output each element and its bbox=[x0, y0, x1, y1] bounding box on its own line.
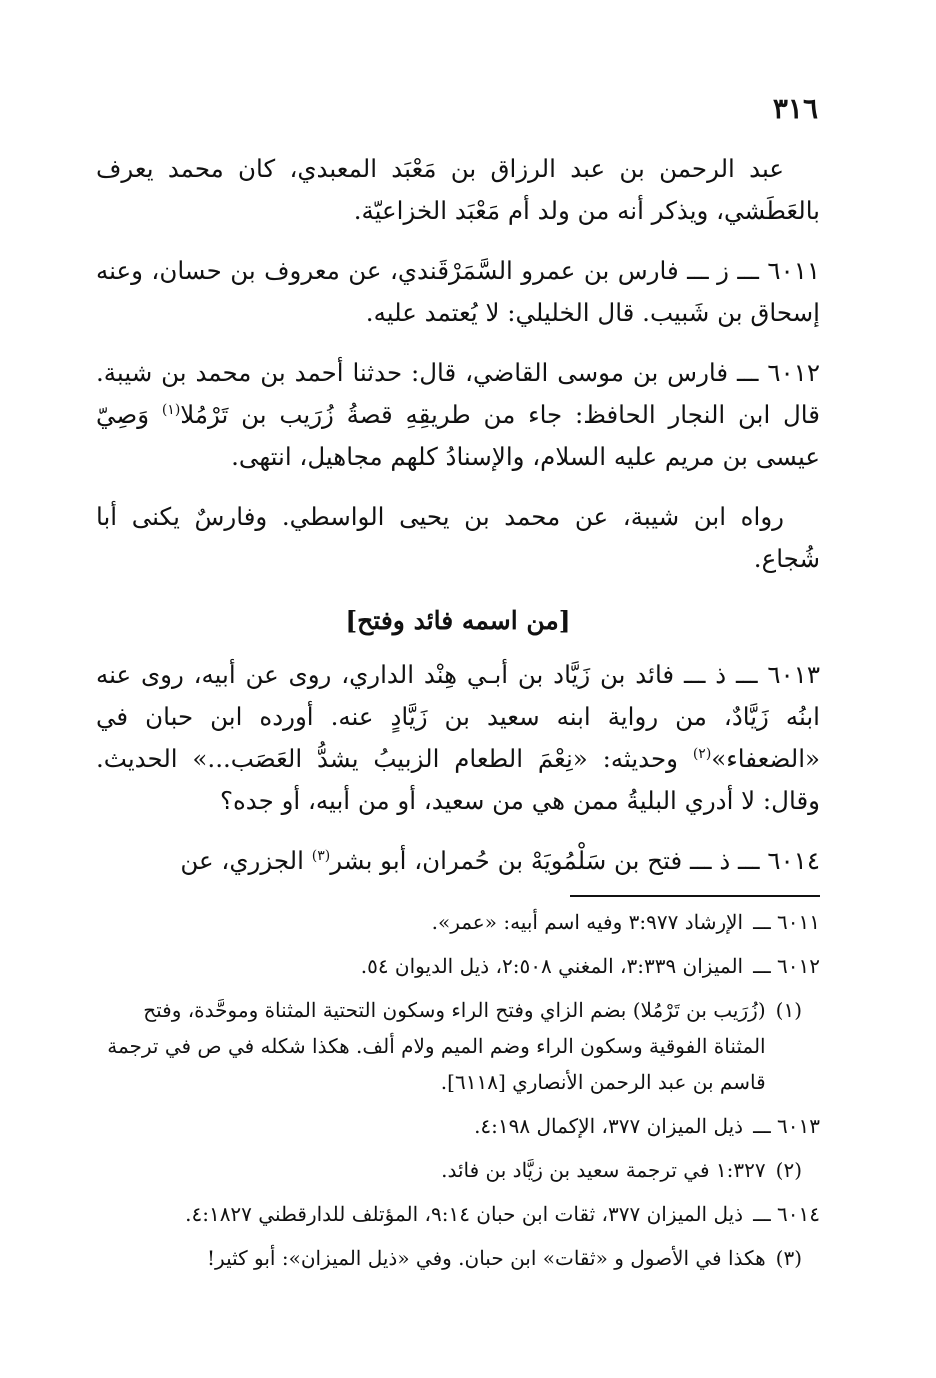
entry-text: فارس بن موسى القاضي، قال: حدثنا أحمد بن محمد بن شيبة. قال ابن النجار الحافظ: جاء من طريقِهِ قصةُ زُرَيب بن تَرْمُلا bbox=[96, 358, 820, 429]
entry-text-cont: وحديثه: «نِعْمَ الطعام الزبيبُ يشدُّ العَصَب...» الحديث. وقال: لا أدري البليةُ ممن هي من سعيد، أو من أبيه، أو جده؟ bbox=[96, 744, 820, 815]
entry-number: ٦٠١٢ ـــ bbox=[736, 358, 820, 387]
note-text: الإرشاد ٣:٩٧٧ وفيه اسم أبيه: «عمر». bbox=[431, 910, 744, 934]
entry-text: فائد بن زَيَّاد بن أبـي هِنْد الداري، روى عن أبيه، روى عنه ابنُه زَيَّادٌ، من رواية ابنه سعيد بن زَيَّادٍ عنه. أورده ابن حبان في «الضعفاء» bbox=[96, 660, 820, 773]
note-tag: ٦٠١٣ ـــ bbox=[753, 1114, 820, 1138]
entry-text: فتح بن سَلْمُويَهْ بن حُمران، أبو بشر bbox=[330, 846, 683, 875]
entry-number: ٦٠١٤ ـــ ذ ـــ bbox=[690, 846, 820, 875]
source-note bbox=[96, 1108, 820, 1144]
paragraph-text: عبد الرحمن بن عبد الرزاق بن مَعْبَد المعبدي، كان محمد يعرف بالعَطَشي، ويذكر أنه من ولد أم مَعْبَد الخزاعيّة. bbox=[96, 154, 820, 225]
note-text: ذيل الميزان ٣٧٧، الإكمال ٤:١٩٨. bbox=[474, 1114, 744, 1138]
note-text: ١:٣٢٧ في ترجمة سعيد بن زيَّاد بن فائد. bbox=[441, 1158, 766, 1182]
footnote-ref: (١) bbox=[161, 401, 181, 418]
footnote bbox=[96, 992, 820, 1100]
note-tag: (٢) bbox=[775, 1158, 802, 1182]
footnote bbox=[96, 1152, 820, 1188]
entry-number: ٦٠١٣ ـــ ذ ـــ bbox=[683, 660, 820, 689]
footnote-ref: (٢) bbox=[692, 745, 712, 762]
entry-text: فارس بن عمرو السَّمَرْقَندي، عن معروف بن حسان، وعنه إسحاق بن شَبيب. قال الخليلي: لا يُعتمد عليه. bbox=[96, 256, 820, 327]
entry-6014 bbox=[96, 840, 820, 882]
footnote-ref: (٣) bbox=[311, 847, 331, 864]
entry-number: ٦٠١١ ـــ ز ـــ bbox=[687, 256, 821, 285]
note-text: (زُرَيب بن تَرْمُلا) بضم الزاي وفتح الراء وسكون التحتية المثناة وموحَّدة، وفتح المثناة الفوقية وسكون الراء وضم الميم ولام ألف. هكذا شكله في ص في ترجمة قاسم بن عبد الرحمن الأنصاري [٦١١٨]. bbox=[107, 998, 766, 1094]
note-tag: (٣) bbox=[775, 1246, 802, 1270]
footnotes bbox=[96, 904, 820, 1284]
note-tag: ٦٠١٤ ـــ bbox=[753, 1202, 820, 1226]
source-note bbox=[96, 904, 820, 940]
paragraph-continuation bbox=[96, 148, 820, 232]
main-text bbox=[96, 148, 820, 900]
page-number: ٣١٦ bbox=[772, 92, 818, 125]
entry-6012 bbox=[96, 352, 820, 478]
source-note bbox=[96, 1196, 820, 1232]
entry-6013 bbox=[96, 654, 820, 822]
entry-6011 bbox=[96, 250, 820, 334]
note-tag: ٦٠١١ ـــ bbox=[753, 910, 820, 934]
paragraph-note bbox=[96, 496, 820, 580]
footnote-divider bbox=[570, 895, 820, 897]
source-note bbox=[96, 948, 820, 984]
footnote bbox=[96, 1240, 820, 1276]
entry-text-cont: وَصِيّ عيسى بن مريم عليه السلام، والإسنادُ كلهم مجاهيل، انتهى. bbox=[96, 400, 820, 471]
note-text: الميزان ٣:٣٣٩، المغني ٢:٥٠٨، ذيل الديوان ٥٤. bbox=[360, 954, 744, 978]
section-heading: [من اسمه فائد وفتح] bbox=[345, 606, 571, 635]
note-text: ذيل الميزان ٣٧٧، ثقات ابن حبان ٩:١٤، المؤتلف للدارقطني ٤:١٨٢٧. bbox=[185, 1202, 744, 1226]
entry-text-cont: الجزري، عن bbox=[180, 846, 304, 875]
note-text: هكذا في الأصول و «ثقات» ابن حبان. وفي «ذيل الميزان»: أبو كثير! bbox=[207, 1246, 766, 1270]
note-tag: (١) bbox=[775, 998, 802, 1022]
paragraph-text: رواه ابن شيبة، عن محمد بن يحيى الواسطي. وفارسٌ يكنى أبا شُجاع. bbox=[96, 502, 820, 573]
note-tag: ٦٠١٢ ـــ bbox=[753, 954, 820, 978]
